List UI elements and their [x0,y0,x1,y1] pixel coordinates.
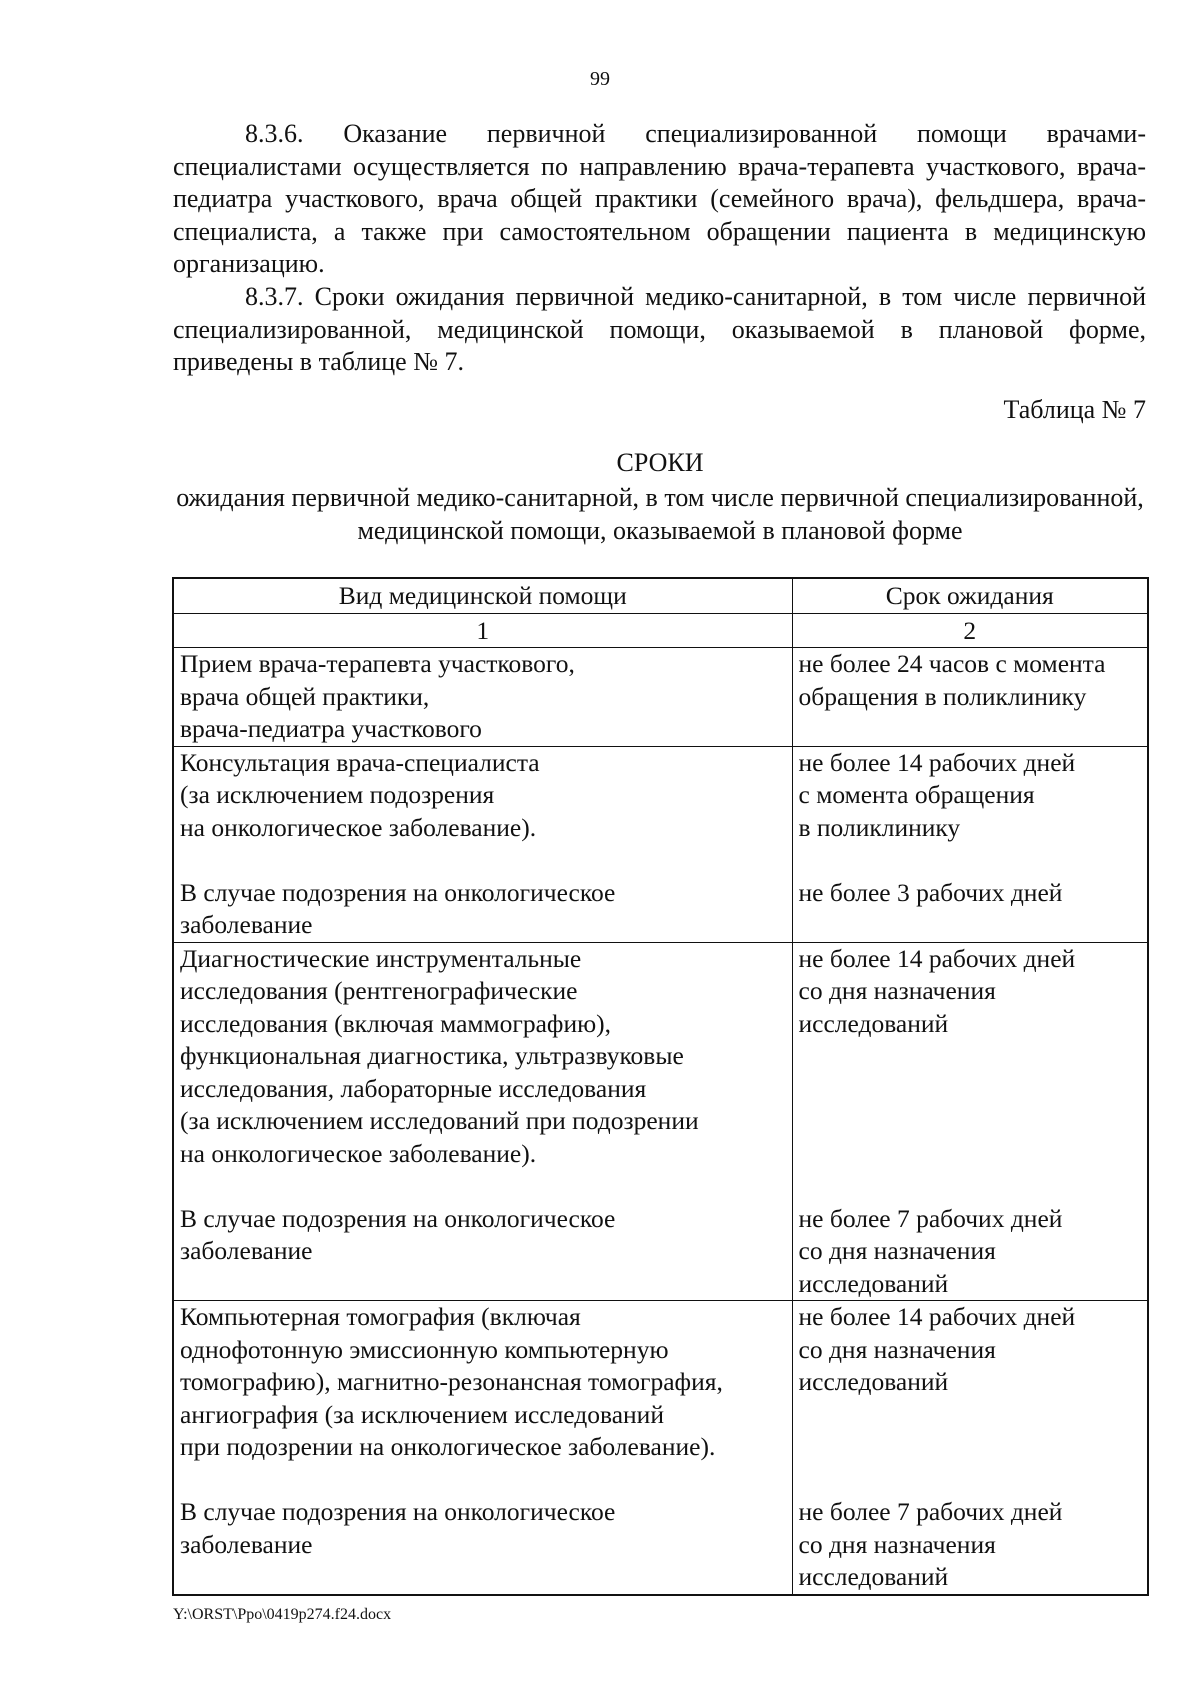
header-care-type: Вид медицинской помощи [173,578,792,613]
care-type-cell: Консультация врача-специалиста (за исключением подозрения на онкологическое заболевание). В случае подозрения на онкологическое заболевание [173,746,792,942]
table-column-numbers-row [173,613,1148,648]
column-number-2: 2 [792,613,1148,648]
waiting-term-cell: не более 14 рабочих дней с момента обращения в поликлинику не более 3 рабочих дней [792,746,1148,942]
care-type-cell: Прием врача-терапевта участкового, врача общей практики, врача-педиатра участкового [173,648,792,747]
table-row [173,942,1148,1301]
table-row [173,746,1148,942]
table-title: СРОКИ [616,448,704,477]
paragraph-8-3-7: 8.3.7. Сроки ожидания первичной медико-санитарной, в том числе первичной специализированной, медицинской помощи, оказываемой в плановой форме, приведены в таблице № 7. [173,282,1146,376]
table-header-row [173,578,1148,613]
table-caption: Таблица № 7 [1003,395,1146,424]
footer-file-path: Y:\ORST\Ppo\0419p274.f24.docx [173,1606,392,1623]
paragraph-8-3-6: 8.3.6. Оказание первичной специализированной помощи врачами-специалистами осуществляется по направлению врача-терапевта участкового, врача-педиатра участкового, врача общей практики (семейного врача), фельдшера, врача-специалиста, а также при самостоятельном обращении пациента в медицинскую организацию. [173,119,1146,278]
table-subtitle: ожидания первичной медико-санитарной, в том числе первичной специализированной, медицинской помощи, оказываемой в плановой форме [176,483,1144,545]
waiting-term-cell: не более 14 рабочих дней со дня назначения исследований не более 7 рабочих дней со дня назначения исследований [792,942,1148,1301]
waiting-term-cell: не более 14 рабочих дней со дня назначения исследований не более 7 рабочих дней со дня назначения исследований [792,1301,1148,1595]
header-waiting-term: Срок ожидания [792,578,1148,613]
care-type-cell: Компьютерная томография (включая однофотонную эмиссионную компьютерную томографию), магнитно-резонансная томография, ангиография (за исключением исследований при подозрении на онкологическое заболевание). В случае подозрения на онкологическое заболевание [173,1301,792,1595]
column-number-1: 1 [173,613,792,648]
waiting-term-cell: не более 24 часов с момента обращения в поликлинику [792,648,1148,747]
waiting-times-table [172,577,1149,1596]
page-number: 99 [590,68,610,90]
care-type-cell: Диагностические инструментальные исследования (рентгенографические исследования (включая маммографию), функциональная диагностика, ультразвуковые исследования, лабораторные исследования (за исключением исследований при подозрении на онкологическое заболевание). В случае подозрения на онкологическое заболевание [173,942,792,1301]
table-row [173,1301,1148,1595]
table-row [173,648,1148,747]
